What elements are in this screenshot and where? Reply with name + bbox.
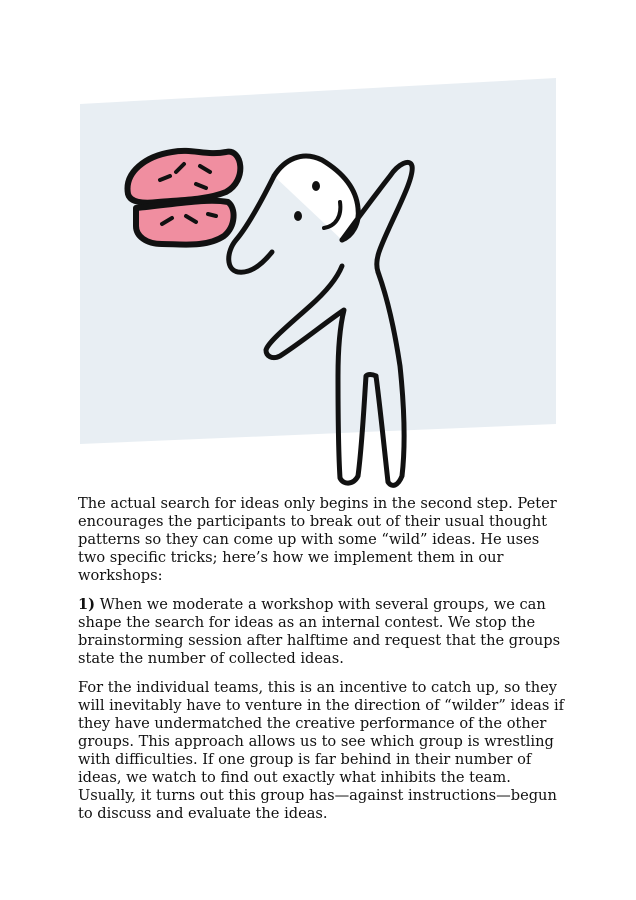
illustration-background [80, 78, 556, 444]
paragraph-2-text: When we moderate a workshop with several groups, we can shape the search for ideas as an internal contest. We stop the brainstorming session after halftime and request that the groups state the number of collected ideas. [78, 596, 561, 667]
paragraph-1: The actual search for ideas only begins in the second step. Peter encourages the participants to break out of their usual thought patterns so they can come up with some “wild” ideas. He uses two specific tricks; here’s how we implement them in our workshops: [78, 495, 557, 584]
eye-left-icon [312, 181, 320, 191]
eye-right-icon [294, 211, 302, 221]
paragraph-2 [78, 596, 568, 668]
illustration [76, 76, 560, 488]
article-body [78, 495, 568, 834]
paragraph-2-number: 1) [78, 596, 96, 613]
paragraph-3: For the individual teams, this is an incentive to catch up, so they will inevitably have to venture in the direction of “wilder” ideas if they have undermatched the creative performance of the other groups. This approach allows us to see which group is wrestling with difficulties. If one group is far behind in their number of ideas, we watch to find out exactly what inhibits the team. Usually, it turns out this group has—against instructions—begun to discuss and evaluate the ideas. [78, 679, 565, 822]
